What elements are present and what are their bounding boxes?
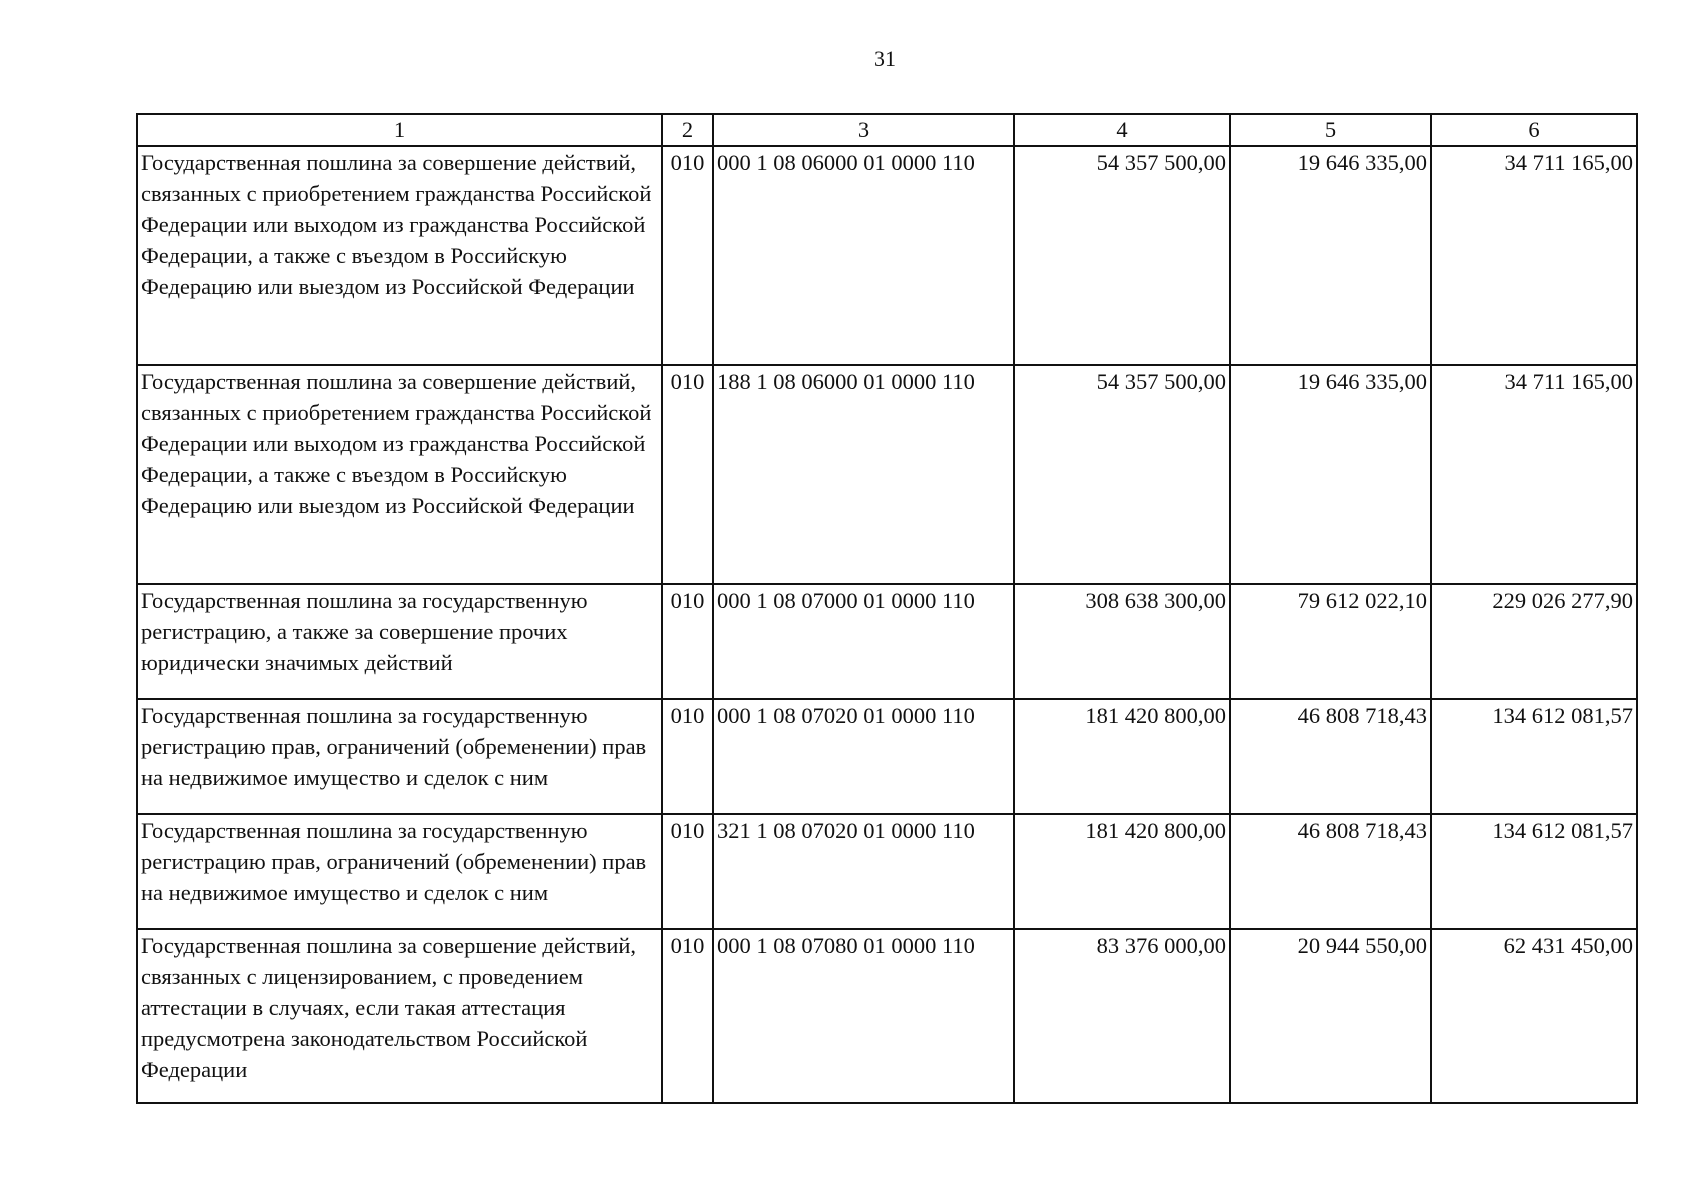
column-header: 3 bbox=[713, 114, 1014, 146]
row-executed-cell: 46 808 718,43 bbox=[1230, 814, 1431, 929]
row-unexecuted-cell: 134 612 081,57 bbox=[1431, 699, 1637, 814]
page-number: 31 bbox=[874, 46, 896, 71]
table-row bbox=[137, 929, 1637, 1103]
row-executed-cell: 46 808 718,43 bbox=[1230, 699, 1431, 814]
row-name-cell: Государственная пошлина за совершение действий, связанных с лицензированием, с проведением аттестации в случаях, если такая аттестация предусмотрена законодательством Российской Федерации bbox=[137, 929, 662, 1103]
row-line-code-cell: 010 bbox=[662, 365, 713, 584]
row-executed-cell: 19 646 335,00 bbox=[1230, 146, 1431, 365]
table-row bbox=[137, 146, 1637, 365]
row-line-code-cell: 010 bbox=[662, 929, 713, 1103]
column-header: 1 bbox=[137, 114, 662, 146]
row-name-cell: Государственная пошлина за государственную регистрацию прав, ограничений (обременении) прав на недвижимое имущество и сделок с ним bbox=[137, 814, 662, 929]
row-budget-code-cell: 000 1 08 07080 01 0000 110 bbox=[713, 929, 1014, 1103]
row-approved-cell: 181 420 800,00 bbox=[1014, 814, 1230, 929]
row-approved-cell: 181 420 800,00 bbox=[1014, 699, 1230, 814]
row-unexecuted-cell: 34 711 165,00 bbox=[1431, 146, 1637, 365]
row-approved-cell: 308 638 300,00 bbox=[1014, 584, 1230, 699]
row-budget-code-cell: 188 1 08 06000 01 0000 110 bbox=[713, 365, 1014, 584]
table-row bbox=[137, 814, 1637, 929]
row-executed-cell: 19 646 335,00 bbox=[1230, 365, 1431, 584]
column-header: 4 bbox=[1014, 114, 1230, 146]
table-row bbox=[137, 584, 1637, 699]
header-row bbox=[137, 114, 1637, 146]
row-name-cell: Государственная пошлина за совершение действий, связанных с приобретением гражданства Российской Федерации или выходом из гражданства Российской Федерации, а также с въездом в Российскую Федерацию или выездом из Российской Федерации bbox=[137, 146, 662, 365]
column-header: 5 bbox=[1230, 114, 1431, 146]
row-line-code-cell: 010 bbox=[662, 584, 713, 699]
row-name-cell: Государственная пошлина за совершение действий, связанных с приобретением гражданства Российской Федерации или выходом из гражданства Российской Федерации, а также с въездом в Российскую Федерацию или выездом из Российской Федерации bbox=[137, 365, 662, 584]
row-budget-code-cell: 000 1 08 07000 01 0000 110 bbox=[713, 584, 1014, 699]
row-budget-code-cell: 000 1 08 06000 01 0000 110 bbox=[713, 146, 1014, 365]
row-budget-code-cell: 321 1 08 07020 01 0000 110 bbox=[713, 814, 1014, 929]
row-executed-cell: 79 612 022,10 bbox=[1230, 584, 1431, 699]
column-header: 6 bbox=[1431, 114, 1637, 146]
row-unexecuted-cell: 62 431 450,00 bbox=[1431, 929, 1637, 1103]
row-unexecuted-cell: 134 612 081,57 bbox=[1431, 814, 1637, 929]
table-row bbox=[137, 365, 1637, 584]
row-line-code-cell: 010 bbox=[662, 699, 713, 814]
row-approved-cell: 83 376 000,00 bbox=[1014, 929, 1230, 1103]
row-executed-cell: 20 944 550,00 bbox=[1230, 929, 1431, 1103]
row-approved-cell: 54 357 500,00 bbox=[1014, 146, 1230, 365]
row-line-code-cell: 010 bbox=[662, 146, 713, 365]
row-line-code-cell: 010 bbox=[662, 814, 713, 929]
row-approved-cell: 54 357 500,00 bbox=[1014, 365, 1230, 584]
table-row bbox=[137, 699, 1637, 814]
column-header: 2 bbox=[662, 114, 713, 146]
row-name-cell: Государственная пошлина за государственную регистрацию прав, ограничений (обременении) прав на недвижимое имущество и сделок с ним bbox=[137, 699, 662, 814]
row-budget-code-cell: 000 1 08 07020 01 0000 110 bbox=[713, 699, 1014, 814]
revenue-table bbox=[136, 113, 1638, 1104]
row-unexecuted-cell: 34 711 165,00 bbox=[1431, 365, 1637, 584]
row-unexecuted-cell: 229 026 277,90 bbox=[1431, 584, 1637, 699]
row-name-cell: Государственная пошлина за государственную регистрацию, а также за совершение прочих юридически значимых действий bbox=[137, 584, 662, 699]
